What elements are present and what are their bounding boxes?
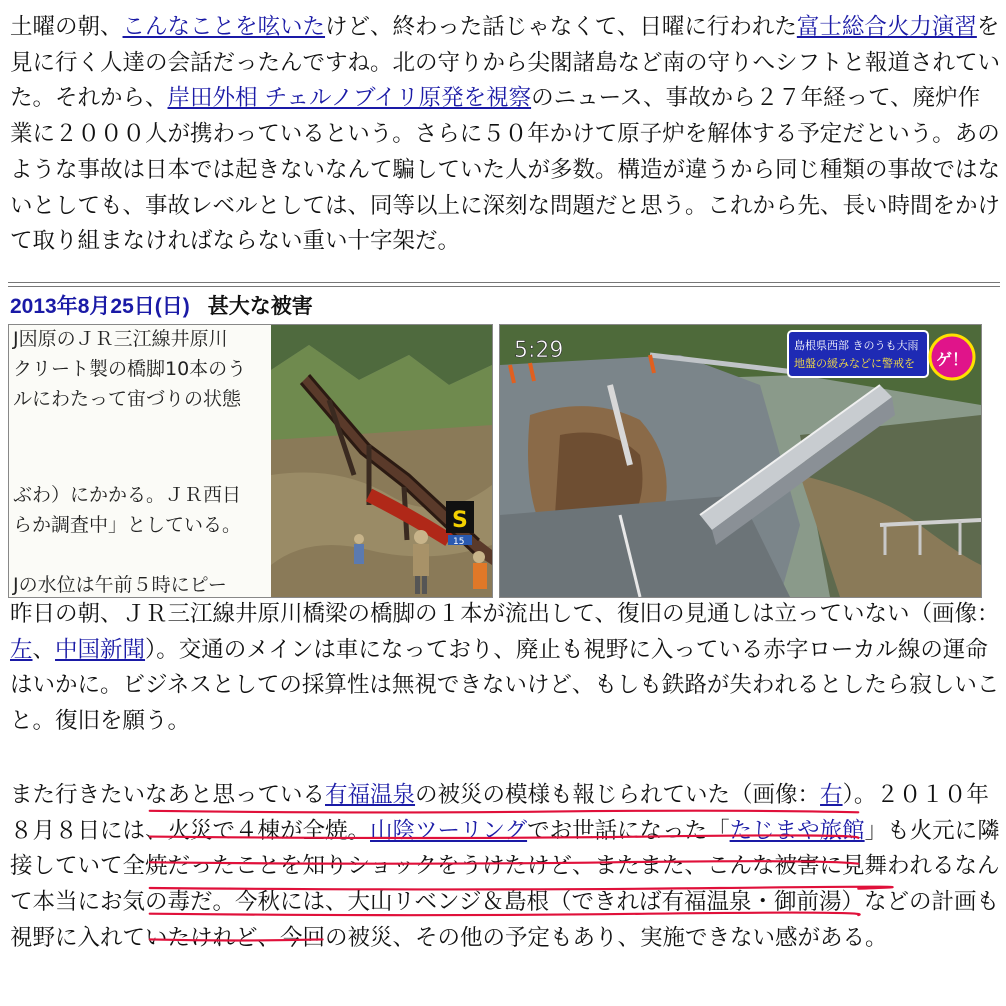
image-left-link[interactable]: 左 [10,636,33,663]
onsen-text-4: でお世話になった「 [527,817,730,844]
railway-text-3: ）。交通のメインは車になっており、廃止も視野に入っている赤字ローカル線の運命はいかに。ビジネスとしての採算性は無視できないけど、もしも鉄路が失われるとしたら寂しいこと。復旧を願う。 [10,636,1000,735]
intro-text-1: 土曜の朝、 [10,14,123,40]
onsen-text-3: ）。２０１０年８月８日には、火災で４棟が全焼。 [10,782,989,844]
arifuku-onsen-link[interactable]: 有福温泉 [325,782,416,808]
bridge-photo-svg [9,325,492,597]
intro-text-4: のニュース、事故から２７年経って、廃炉作業に２０００人が携わっているという。さらに５０年かけて原子炉を解体する予定だという。あのような事故は日本では起きないなんて騙していた人が多数。構造が違うから同じ種類の事故ではないとしても、事故レベルとしては、同等以上に深刻な問題だと思う。これから先、長い時間をかけて取り組まなければならない重い十字架だ。 [10,85,1001,255]
left-news-image[interactable] [8,324,493,598]
tv-ticker-line-2: 地盤の緩みなどに警戒を [794,357,915,370]
railway-text-1: 昨日の朝、ＪＲ三江線井原川橋梁の橋脚の１本が流出して、復旧の見通しは立っていない（画像： [10,601,1000,627]
tweet-link[interactable]: こんなことを呟いた [122,14,326,40]
caption-line-6: Jの水位は午前５時にピー [13,574,227,596]
chugoku-shimbun-link[interactable]: 中国新聞 [55,636,146,663]
onsen-text-2: の被災の模様も報じられていた（画像： [415,782,821,808]
intro-text-3: を見に行く人達の会話だったんですね。北の守りから尖閣諸島など南の守りへシフトと報道されていた。それから、 [10,14,1001,112]
railway-paragraph [10,597,1000,740]
caption-line-2: クリート製の橋脚10本のう [13,358,247,380]
onsen-text-1: また行きたいなあと思っている [10,782,326,808]
divider-top [8,282,1000,283]
onsen-text-5: 」も火元に隣接していて全焼だったことを知りショックをうけたけど、またまた、こんな被害に見舞われるなんて本当にお気の毒だ。今秋には、大山リベンジ＆島根（できれば有福温泉・御前湯）などの計画も視野に入れていたけれど、今回の被災、その他の予定もあり、実施できない感がある。 [10,817,1000,951]
fuji-firepower-link[interactable]: 富士総合火力演習 [796,14,977,40]
intro-text-2: けど、終わった話じゃなくて、日曜に行われた [325,14,797,40]
tv-program-badge: ゲ！ [936,350,969,369]
caption-line-4: ぶわ）にかかる。ＪＲ西日 [13,484,242,506]
railway-sign-letter: S [452,508,468,533]
right-news-image[interactable] [499,324,982,598]
sanin-touring-link[interactable]: 山陰ツーリング [370,817,528,844]
railway-text-2: 、 [32,636,56,663]
caption-line-1: J因原のＪＲ三江線井原川 [13,328,228,350]
intro-paragraph [10,10,1000,260]
tv-ticker-line-1: 島根県西部 きのうも大雨 [794,339,919,352]
onsen-paragraph [10,778,1000,957]
entry-title: 甚大な被害 [207,294,313,318]
kishida-chernobyl-link[interactable]: 岸田外相 チェルノブイリ原発を視察 [167,85,532,112]
tajimaya-ryokan-link[interactable]: たじまや旅館 [729,817,865,844]
image-right-link[interactable]: 右 [820,782,843,808]
divider-bottom [8,286,1000,287]
caption-line-3: ルにわたって宙づりの状態 [13,388,242,410]
entry-date: 2013年8月25日(日) [10,295,190,318]
tv-time-display: 5:29 [514,338,564,363]
landslide-photo-svg [500,325,981,597]
railway-sign-number: 15 [453,537,465,547]
caption-line-5: らか調査中」としている。 [13,514,242,536]
entry-header [10,292,313,321]
